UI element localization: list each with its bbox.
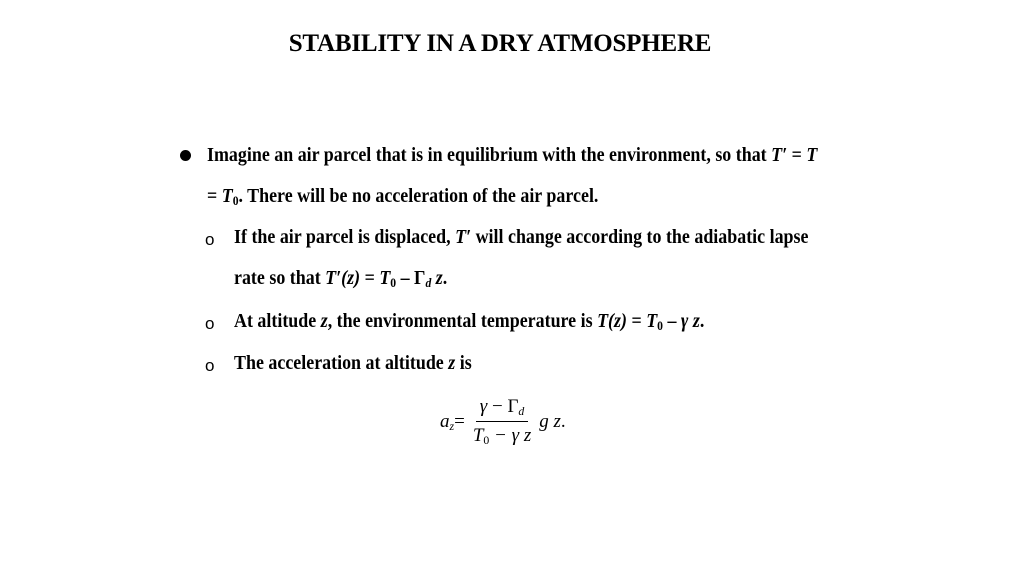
sub-bullet-1-line-2: rate so that $T'(z) = T_0 - \Gamma_d$ z.	[234, 268, 448, 291]
bullet-line-2: = $T_0$. There will be no acceleration of the air parcel.	[207, 186, 599, 209]
equation-fraction	[469, 396, 535, 448]
sub-bullet-1-line-1: If the air parcel is displaced, T′ will change according to the adiabatic lapse	[234, 227, 809, 248]
slide-title: STABILITY IN A DRY ATMOSPHERE	[288, 30, 712, 57]
equation-denominator: $T_0 - \gamma$ z	[472, 425, 532, 447]
sub-bullet-2: At altitude z, the environmental temperature is $T(z) = T_0 - \gamma$ z.	[234, 311, 705, 334]
equation-lhs: $a_z$	[440, 410, 455, 433]
acceleration-equation	[440, 392, 566, 452]
sub-bullet-marker-3: o	[205, 356, 215, 375]
equation-rhs: g z	[539, 411, 561, 432]
sub-bullet-marker-1: o	[205, 230, 215, 249]
sub-bullet-3: The acceleration at altitude z is	[234, 353, 472, 374]
equation-numerator: $\gamma - \Gamma_d$	[476, 396, 529, 422]
equation-equals: =	[454, 411, 465, 432]
bullet-dot-icon	[180, 150, 191, 161]
bullet-line-1: Imagine an air parcel that is in equilibrium with the environment, so that T′ = T	[207, 145, 818, 166]
sub-bullet-marker-2: o	[205, 314, 215, 333]
equation-end: .	[560, 411, 566, 432]
